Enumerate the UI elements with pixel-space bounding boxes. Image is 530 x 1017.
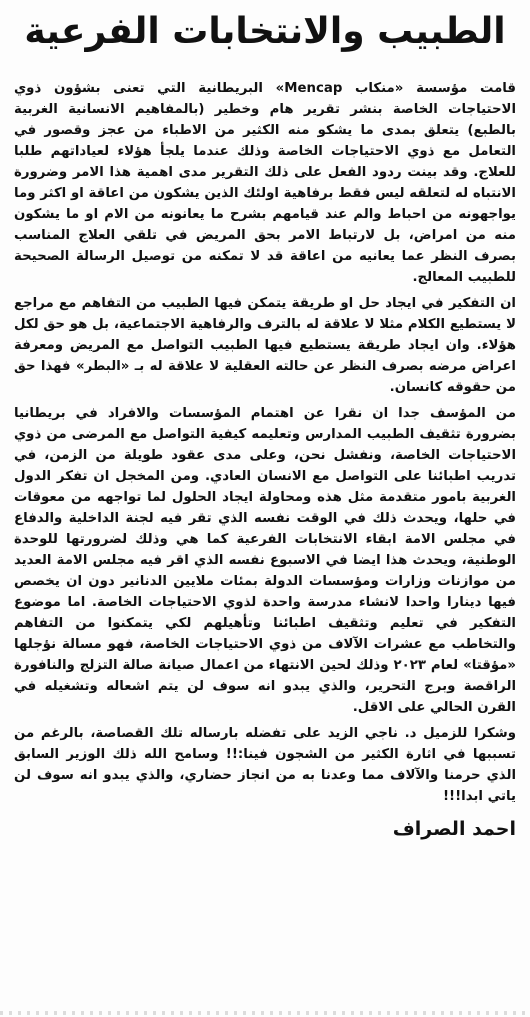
article-paragraph-3: من المؤسف جدا ان نقرا عن اهتمام المؤسسات والافراد في بريطانيا بضرورة تثقيف الطبيب المدارس وتعليمه كيفية التواصل مع المرضى من ذوي الاحتياجات الخاصة، ونفشل نحن، وعلى مدى عقود طويلة من الزمن، في تدريب اطبائنا على التواصل مع الانسان العادي. ومن المخجل ان تفكر الدول الغربية بامور متقدمة مثل هذه ومحاولة ايجاد الحلول لما تواجهه من معوقات في حلها، ويحدث ذلك في الوقت نفسه الذي تقر فيه لجنة الداخلية والدفاع في مجلس الامة ابقاء الانتخابات الفرعية كما هي وذلك لضرورتها للوحدة الوطنية، ويحدث هذا ايضا في الاسبوع نفسه الذي اقر فيه مجلس الامة العديد من موازنات وزارات ومؤسسات الدولة بمئات ملايين الدنانير دون ان يخصص فيها دينارا واحدا لانشاء مدرسة واحدة لذوي الاحتياجات الخاصة. اما موضوع التفكير في تعليم وتثقيف اطبائنا وتأهيلهم لكي يتمكنوا من التفاهم والتخاطب مع عشرات الآلاف من ذوي الاحتياجات الخاصة، فهو مسالة نؤجلها «مؤقتا» لعام ٢٠٢٣ وذلك لحين الانتهاء من اعمال صيانة صالة التزلج والنافورة الراقصة وبرج التحرير، والذي يبدو انه سوف لن يتم اشعاله وتشغيله في القرن الحالي على الاقل.	[14, 406, 516, 715]
article-headline: الطبيب والانتخابات الفرعية	[24, 11, 506, 52]
article-paragraph-1: قامت مؤسسة «منكاب Mencap» البريطانية التي تعنى بشؤون ذوي الاحتياجات الخاصة بنشر تقرير هام وخطير (بالمفاهيم الانسانية الغربية بالطبع) يتعلق بمدى ما يشكو منه الكثير من الاطباء من عجز وقصور في التعامل مع ذوي الاحتياجات الخاصة وذلك عندما يلجأ هؤلاء لعياداتهم طلبا للعلاج. وقد بينت ردود الفعل على ذلك التقرير مدى اهمية هذا الامر وضرورة الانتباه له لتعلقه ليس فقط برفاهية اولئك الذين يشكون من اعاقة او اكثر وما يواجهونه من احباط والم عند قيامهم بشرح ما يعانونه من الام او ما يشكون منه من امراض، بل لارتباط الامر بحق المريض في تلقي العلاج المناسب بصرف النظر عما يعانيه من اعاقة قد لا تمكنه من توصيل الرسالة الصحيحة للطبيب المعالج.	[14, 81, 517, 285]
article-paragraph-4: وشكرا للزميل د. ناجي الزيد على تفضله بارساله تلك القصاصة، بالرغم من تسببها في اثارة الكثير من الشجون فينا:!! وسامح الله ذلك الوزير السابق الذي حرمنا والآلاف مما وعدنا به من انجاز حضاري، والذي يبدو انه سوف لن ياتي ابدا!!!	[14, 726, 516, 804]
article-paragraph-2: ان التفكير في ايجاد حل او طريقة يتمكن فيها الطبيب من التفاهم مع مراجع لا يستطيع الكلام مثلا لا علاقة له بالترف والرفاهية الاجتماعية، بل هو حق لكل هؤلاء. وان ايجاد طريقة يستطيع فيها الطبيب التواصل مع المريض ومعرفة اعراض مرضه بصرف النظر عن حالته العقلية لا علاقة له بـ «البطر» فهذا حق من حقوقه كانسان.	[14, 296, 516, 395]
clipping-bottom-edge	[0, 1011, 530, 1015]
author-signature: احمد الصراف	[392, 818, 516, 840]
